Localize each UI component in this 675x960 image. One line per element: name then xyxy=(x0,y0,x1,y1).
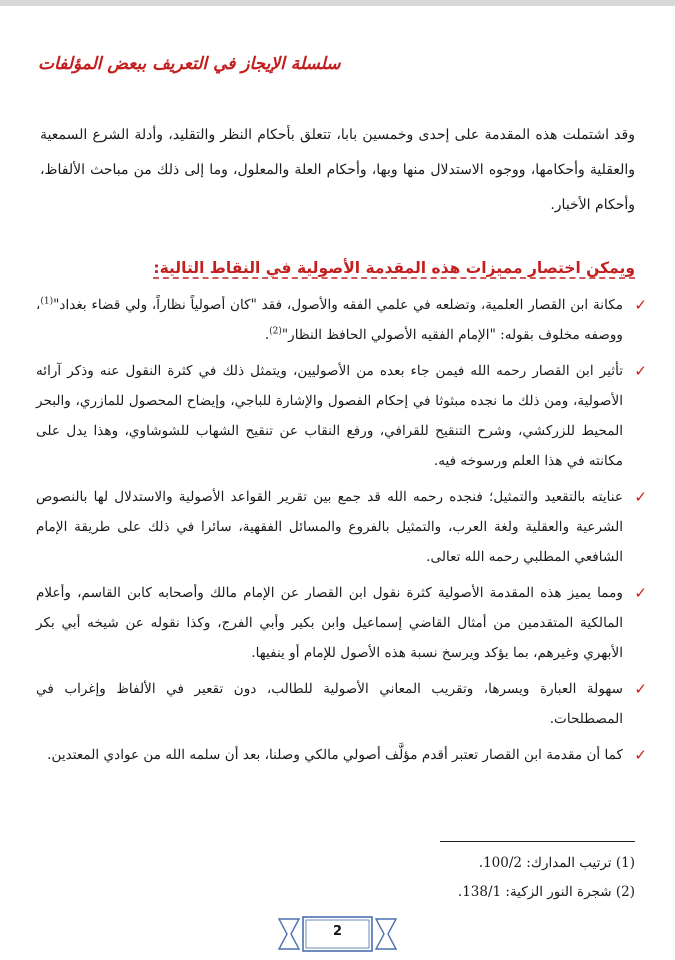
check-icon: ✓ xyxy=(634,584,647,602)
footnote-ref: (2) xyxy=(269,326,282,337)
check-icon: ✓ xyxy=(634,488,647,506)
check-icon: ✓ xyxy=(634,746,647,764)
list-item-text: سهولة العبارة ويسرها، وتقريب المعاني الأصولية للطالب، دون تقعير في الألفاظ وإغراب في المصطلحات. xyxy=(36,681,623,727)
footnotes xyxy=(40,849,635,907)
list-item xyxy=(36,578,647,668)
footnote: (2) شجرة النور الزكية: 138/1. xyxy=(457,884,635,900)
check-icon: ✓ xyxy=(634,362,647,380)
list-item xyxy=(36,482,647,572)
list-item xyxy=(36,674,647,734)
section-heading: ويمكن اختصار مميزات هذه المقدمة الأصولية في النقاط التالية: xyxy=(153,259,635,277)
check-icon: ✓ xyxy=(634,296,647,314)
series-title: سلسلة الإيجاز في التعريف ببعض المؤلفات xyxy=(38,54,341,74)
list-item-text: كما أن مقدمة ابن القصار تعتبر أقدم مؤلَّف أصولي مالكي وصلنا، بعد أن سلمه الله من عوادي المعتدين. xyxy=(47,747,623,763)
page-number: 2 xyxy=(332,924,343,939)
list-item xyxy=(36,290,647,350)
list-item-text: عنايته بالتقعيد والتمثيل؛ فنجده رحمه الله قد جمع بين تقرير القواعد الأصولية والاستدلال لها بالنصوص الشرعية والعقلية ولغة العرب، والتمثيل بالفروع والمسائل الفقهية، سائرا في ذلك على طريقة الإمام الشافعي المطلبي رحمه الله تعالى. xyxy=(36,489,623,565)
page-number-frame xyxy=(277,915,398,953)
list-item-text-end: . xyxy=(264,327,270,343)
page-top-border xyxy=(0,0,675,6)
list-item-text: مكانة ابن القصار العلمية، وتضلعه في علمي الفقه والأصول، فقد "كان أصولياً نظاراً، ولي قضاء بغداد" xyxy=(53,297,623,313)
footnote-ref: (1) xyxy=(40,296,54,307)
list-item xyxy=(36,356,647,476)
list-item-text: تأثير ابن القصار رحمه الله فيمن جاء بعده من الأصوليين، ويتمثل ذلك في كثرة النقول عنه وذكر آرائه الأصولية، ومن ذلك ما نجده مبثوثا في إحكام الفصول والإشارة للباجي، وإيضاح المحصول للمازري، والبحر المحيط للزركشي، وشرح التنقيح للقرافي، ورفع النقاب عن تنقيح الشهاب للشوشاوي، وهذا يدل على مكانته في هذا العلم ورسوخه فيه. xyxy=(36,363,623,469)
list-item xyxy=(36,740,647,770)
footnote-divider xyxy=(440,841,635,842)
check-icon: ✓ xyxy=(634,680,647,698)
list-item-text-cont: ، ووصفه مخلوف بقوله: "الإمام الفقيه الأصولي الحافظ النظار" xyxy=(36,297,623,343)
list-item-text: ومما يميز هذه المقدمة الأصولية كثرة نقول ابن القصار عن الإمام مالك وأصحابه كابن القاسم، وأعلام المالكية المتقدمين من أمثال القاضي إسماعيل وابن بكير وأبي الفرج، وكذا نقوله عن شيخه أبي بكر الأبهري وغيرهم، بما يؤكد ويرسخ نسبة هذه الأصول للإمام أو ينفيها. xyxy=(36,585,623,661)
feature-list xyxy=(36,290,647,776)
footnote: (1) ترتيب المدارك: 100/2. xyxy=(478,855,635,871)
intro-paragraph: وقد اشتملت هذه المقدمة على إحدى وخمسين بابا، تتعلق بأحكام النظر والتقليد، وأدلة الشرع السمعية والعقلية وأحكامها، ووجوه الاستدلال منها وبها، وأحكام العلة والمعلول، وما إلى ذلك من مباحث الألفاظ، وأحكام الأخبار. xyxy=(40,127,635,213)
